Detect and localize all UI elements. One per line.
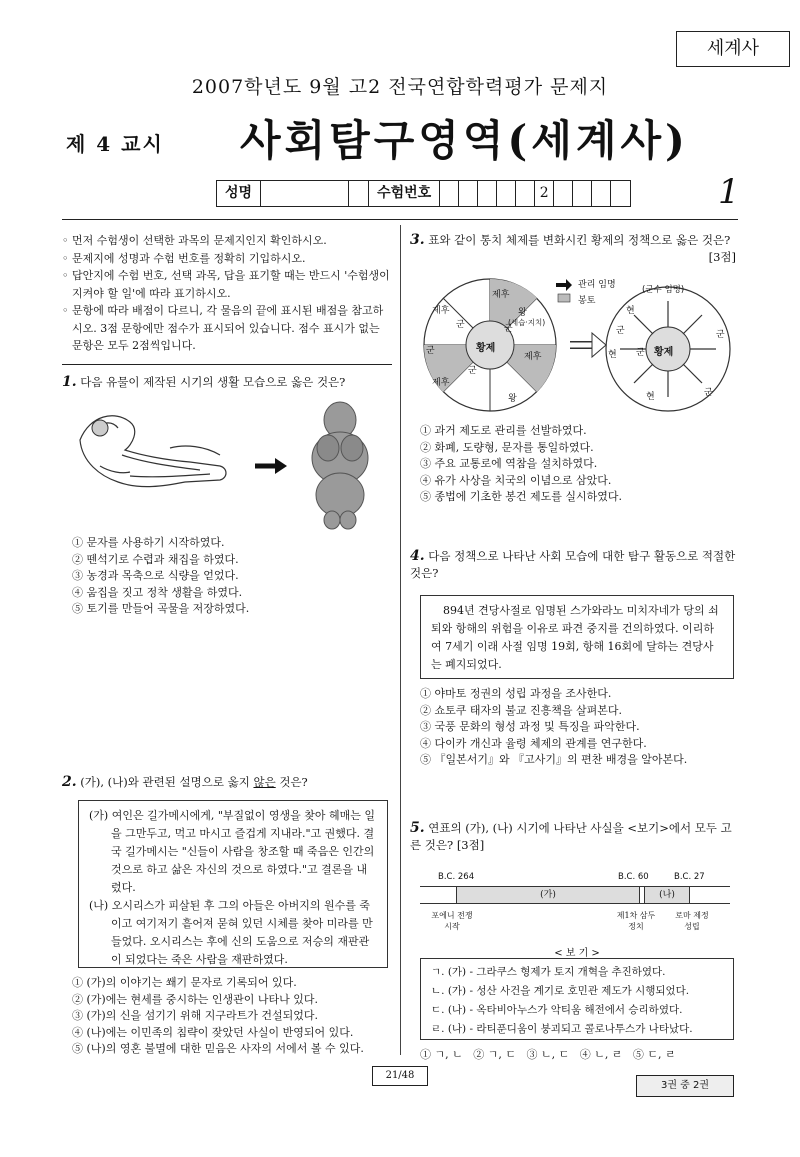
- question-1: [62, 374, 392, 391]
- question-3: [410, 232, 736, 266]
- bogi-item: ㄹ. (나) - 라티푼디움이 붕괴되고 콜로나투스가 나타났다.: [431, 1023, 693, 1035]
- q3-options: [420, 423, 736, 506]
- left-label: 군: [426, 346, 435, 356]
- name-field[interactable]: [261, 181, 349, 206]
- exam-number-cell[interactable]: [478, 181, 497, 206]
- exam-period: 제 4 교시: [66, 132, 164, 156]
- answer-option[interactable]: ⑤ 토기를 만들어 곡물을 저장하였다.: [72, 602, 250, 615]
- question-text: (가), (나)와 관련된 설명으로 옳지: [80, 775, 254, 789]
- left-label: 제후: [432, 306, 450, 316]
- page-ratio: 21/48: [372, 1066, 428, 1086]
- legend-fief: 봉토: [578, 296, 596, 306]
- exam-number-cell: 2: [535, 181, 554, 206]
- column-divider: [400, 225, 401, 1055]
- page-title: 사회탐구영역(세계사): [240, 116, 689, 165]
- q5-timeline: [420, 872, 736, 940]
- question-number: 4.: [410, 548, 425, 564]
- timeline-event: 로마 제정 성립: [675, 911, 709, 931]
- instruction-item: ◦ 문항에 따라 배점이 다르니, 각 물음의 끝에 표시된 배점을 참고하시오. 3점 문항에만 점수가 표시되어 있습니다. 점수 표시가 없는 문항은 모두 2점씩입니다.: [62, 304, 384, 352]
- question-text: 다음 유물이 제작된 시기의 생활 모습으로 옳은 것은?: [80, 375, 346, 389]
- bogi-title: < 보 기 >: [554, 948, 600, 959]
- left-label: 제후: [432, 378, 450, 388]
- exam-number-cell[interactable]: [592, 181, 611, 206]
- venus-figurine-illustration: [70, 400, 390, 530]
- question-4: [410, 548, 736, 582]
- bogi-box: [420, 958, 734, 1040]
- instructions: [62, 232, 392, 355]
- exam-number-cell[interactable]: [459, 181, 478, 206]
- question-number: 3.: [410, 232, 425, 248]
- answer-option[interactable]: ⑤ 『일본서기』와 『고사기』의 편찬 배경을 알아본다.: [420, 753, 688, 766]
- right-appoint-note: (군수 임명): [642, 285, 685, 295]
- instruction-item: ◦ 문제지에 성명과 수험 번호를 정확히 기입하시오.: [62, 251, 306, 265]
- answer-option[interactable]: ② 화폐, 도량형, 문자를 통일하였다.: [420, 440, 594, 454]
- answer-option[interactable]: ① (가)의 이야기는 쐐기 문자로 기록되어 있다.: [72, 976, 297, 989]
- legend-appointment: 관리 임명: [578, 280, 616, 290]
- exam-number-cell[interactable]: [573, 181, 592, 206]
- answer-option[interactable]: ① 야마토 정권의 성립 과정을 조사한다.: [420, 687, 612, 700]
- left-emperor: 황제: [476, 343, 496, 354]
- answer-option[interactable]: ③ 주요 교통로에 역참을 설치하였다.: [420, 457, 598, 470]
- right-label: 군: [616, 326, 625, 336]
- name-label: 성명: [217, 181, 261, 206]
- right-label: 현: [608, 350, 617, 360]
- timeline-event: 포에니 전쟁 시작: [431, 911, 473, 931]
- question-text: 다음 정책으로 나타난 사회 모습에 대한 탐구 활동으로 적절한 것은?: [410, 549, 736, 580]
- exam-number-cell[interactable]: [611, 181, 630, 206]
- bogi-item: ㄱ. (가) - 그라쿠스 형제가 토지 개혁을 추진하였다.: [431, 966, 666, 978]
- left-label: 군: [456, 320, 465, 330]
- subject-box: 세계사: [676, 31, 790, 67]
- candidate-id-row: [216, 180, 631, 207]
- timeline-date: B.C. 27: [674, 872, 705, 882]
- answer-option[interactable]: ③ (가)의 신을 섬기기 위해 지구라트가 건설되었다.: [72, 1009, 318, 1022]
- instruction-item: ◦ 답안지에 수험 번호, 선택 과목, 답을 표기할 때는 반드시 '수험생이 지켜야 할 일'에 따라 표기하시오.: [62, 269, 390, 300]
- question-points: [3점]: [456, 838, 485, 852]
- question-text: 것은?: [275, 775, 308, 789]
- answer-option[interactable]: ④ 다이카 개신과 율령 체제의 관계를 연구한다.: [420, 736, 647, 750]
- answer-option[interactable]: ③ 국풍 문화의 형성 과정 및 특징을 파악한다.: [420, 720, 640, 733]
- period-ga: (가): [456, 886, 640, 904]
- answer-option[interactable]: ④ (나)에는 이민족의 침략이 잦았던 사실이 반영되어 있다.: [72, 1025, 354, 1039]
- page-number: 1: [718, 172, 740, 212]
- exam-number-cell[interactable]: [440, 181, 459, 206]
- instruction-item: ◦ 먼저 수험생이 선택한 과목의 문제지인지 확인하시오.: [62, 234, 327, 247]
- question-5: [410, 820, 736, 854]
- question-text: 연표의 (가), (나) 시기에 나타난 사실을 <보기>에서 모두 고른 것은?: [410, 821, 732, 852]
- period-na: (나): [644, 886, 690, 904]
- right-label: 군: [716, 330, 725, 340]
- exam-number-cell[interactable]: [516, 181, 535, 206]
- answer-option[interactable]: ④ 움집을 짓고 정착 생활을 하였다.: [72, 585, 243, 599]
- bogi-item: ㄷ. (나) - 옥타비아누스가 악티움 해전에서 승리하였다.: [431, 1004, 683, 1016]
- source-ga: (가) 여인은 길가메시에게, "부질없이 영생을 찾아 헤매는 일을 그만두고, 먹고 마시고 즐겁게 지내라."고 권했다. 결국 길가메시는 "신들이 사람을 창조할 때 죽음은 인간의 것으로 하고 삶은 자신의 것으로 하였다."고 결론을 내렸다.: [89, 809, 376, 894]
- answer-option[interactable]: ⑤ (나)의 영혼 불멸에 대한 믿음은 사자의 서에서 볼 수 있다.: [72, 1042, 364, 1055]
- left-king-note: (세습·지치): [508, 318, 546, 327]
- answer-option[interactable]: ① 문자를 사용하기 시작하였다.: [72, 536, 225, 549]
- timeline-event: 제1차 삼두 정치: [616, 911, 656, 931]
- left-label: 제후: [492, 290, 510, 300]
- answer-option[interactable]: ② 뗀석기로 수렵과 채집을 하였다.: [72, 552, 239, 566]
- left-king: 왕: [508, 394, 517, 404]
- volume-label: 3권 중 2권: [636, 1075, 734, 1097]
- q3-diagram: [420, 275, 736, 415]
- exam-title: 2007학년도 9월 고2 전국연합학력평가 문제지: [191, 76, 609, 98]
- bogi-item: ㄴ. (가) - 성산 사건을 계기로 호민관 제도가 시행되었다.: [431, 985, 690, 997]
- answer-option[interactable]: ④ 유가 사상을 치국의 이념으로 삼았다.: [420, 473, 612, 487]
- question-emphasis: 않은: [253, 775, 276, 789]
- source-text: 894년 견당사절로 임명된 스가와라노 미치자네가 당의 쇠퇴와 항해의 위험을 이유로 파견 중지를 건의하였다. 이리하여 7세기 이래 사절 임명 19회, 항해 16회에 달하는 견당사는 폐지되었다.: [431, 604, 719, 671]
- answer-option[interactable]: ② (가)에는 현세를 중시하는 인생관이 나타나 있다.: [72, 992, 318, 1006]
- left-label: 제후: [524, 352, 542, 362]
- right-label: 현: [646, 392, 655, 402]
- q1-artifact-image: [70, 400, 390, 530]
- q5-answer-options[interactable]: ① ㄱ, ㄴ ② ㄱ, ㄷ ③ ㄴ, ㄷ ④ ㄴ, ㄹ ⑤ ㄷ, ㄹ: [420, 1048, 676, 1061]
- q2-options: [72, 975, 398, 1058]
- right-label: 군: [704, 388, 713, 398]
- source-na: (나) 오시리스가 피살된 후 그의 아들은 아버지의 원수를 죽이고 여기저기 흩어져 묻혀 있던 시체를 찾아 미라를 만들었다. 오시리스는 후에 신의 도움으로 저승의 재판관이 되었다는 죽은 사람을 재판하였다.: [89, 899, 373, 966]
- q2-source-box: [78, 800, 388, 968]
- right-label: 현: [626, 306, 635, 316]
- question-number: 1.: [62, 374, 77, 390]
- q4-source-box: [420, 595, 734, 679]
- question-text: 표와 같이 통치 체제를 변화시킨 황제의 정책으로 옳은 것은?: [428, 233, 731, 247]
- question-2: [62, 774, 392, 791]
- question-number: 5.: [410, 820, 425, 836]
- answer-option[interactable]: ③ 농경과 목축으로 식량을 얻었다.: [72, 569, 239, 582]
- right-emperor: 황제: [654, 347, 674, 358]
- answer-option[interactable]: ① 과거 제도로 관리를 선발하였다.: [420, 424, 587, 437]
- q4-options: [420, 686, 736, 769]
- answer-option[interactable]: ② 쇼토쿠 태자의 불교 진흥책을 살펴본다.: [420, 703, 622, 717]
- question-number: 2.: [62, 774, 77, 790]
- divider: [62, 219, 738, 220]
- divider: [62, 364, 392, 365]
- exam-number-cell[interactable]: [554, 181, 573, 206]
- left-king: 왕: [518, 308, 527, 318]
- exam-number-cell[interactable]: [497, 181, 516, 206]
- left-label: 군: [468, 366, 477, 376]
- exam-number-label: 수험번호: [369, 181, 440, 206]
- answer-option[interactable]: ⑤ 종법에 기초한 봉건 제도를 실시하였다.: [420, 490, 622, 503]
- timeline-date: B.C. 264: [438, 872, 475, 882]
- left-label: 군: [504, 324, 513, 334]
- right-label: 군: [636, 348, 645, 358]
- q1-options: [72, 535, 392, 618]
- question-points: [3점]: [708, 250, 736, 264]
- timeline-date: B.C. 60: [618, 872, 649, 882]
